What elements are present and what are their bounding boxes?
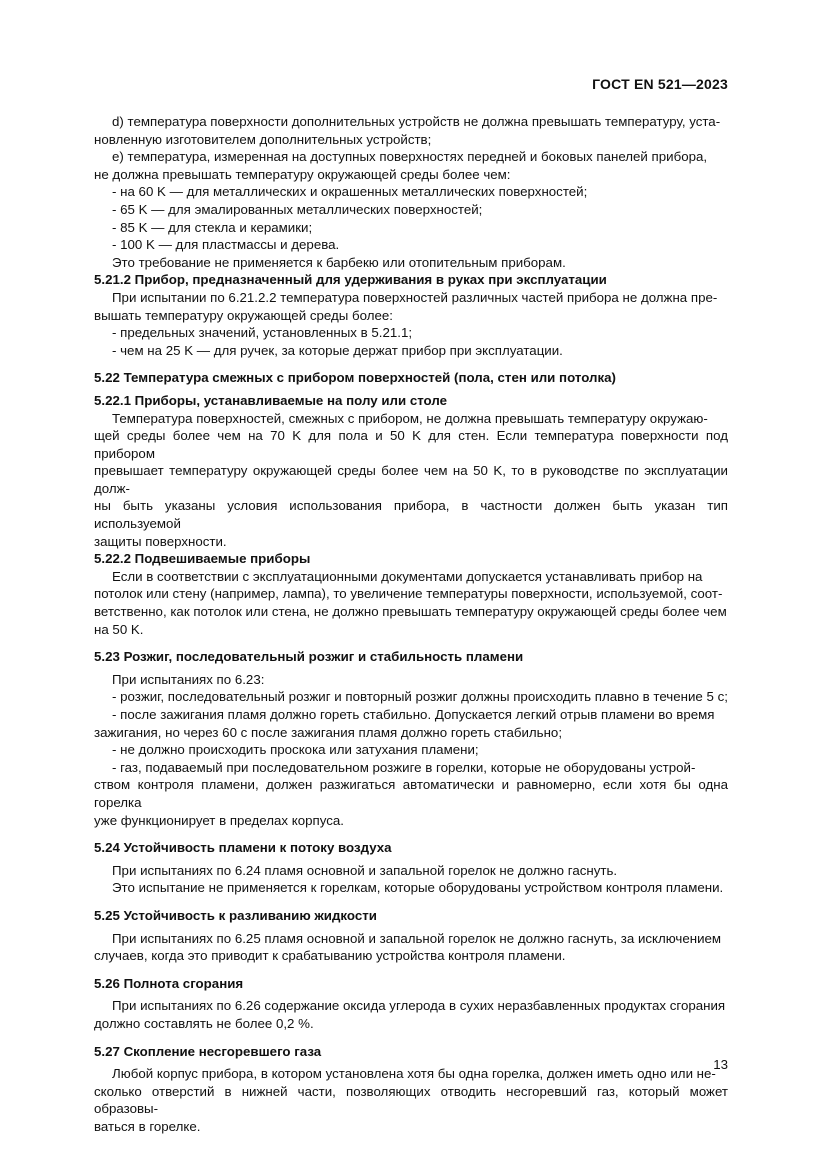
paragraph-line: При испытаниях по 6.26 содержание оксида углерода в сухих неразбавленных продуктах сгорания (112, 998, 726, 1014)
paragraph-line: уже функционирует в пределах корпуса. (94, 812, 344, 828)
paragraph-line: d) температура поверхности дополнительных устройств не должна превышать температуру, уста- (112, 114, 721, 129)
paragraph-line: зажигания, но через 60 с после зажигания пламя должно гореть стабильно; (94, 724, 563, 740)
paragraph-line: - чем на 25 K — для ручек, за которые держат прибор при эксплуатации. (112, 342, 563, 358)
paragraph-line: - предельных значений, установленных в 5.21.1; (112, 325, 413, 341)
paragraph-line: сколько отверстий в нижней части, позволяющих отводить несгоревший газ, который может образовы- (94, 1083, 728, 1117)
subsection-heading: 5.22.2 Подвешиваемые приборы (94, 551, 311, 567)
page-number: 13 (713, 1057, 728, 1072)
paragraph-line: - 100 K — для пластмассы и дерева. (112, 237, 340, 253)
paragraph-line: защиты поверхности. (94, 533, 227, 549)
paragraph-line: - не должно происходить проскока или затухания пламени; (112, 742, 479, 758)
subsection-heading: 5.22.1 Приборы, устанавливаемые на полу или столе (94, 392, 448, 408)
section-heading: 5.24 Устойчивость пламени к потоку воздуха (94, 840, 392, 856)
paragraph-line: - розжиг, последовательный розжиг и повторный розжиг должны происходить плавно в течение 5 с; (112, 689, 728, 705)
paragraph-line: - 65 K — для эмалированных металлических поверхностей; (112, 201, 483, 217)
paragraph-line: ством контроля пламени, должен разжигаться автоматически и равномерно, если хотя бы одна горелка (94, 777, 728, 810)
document-id: ГОСТ EN 521—2023 (592, 76, 728, 92)
section-heading: 5.22 Температура смежных с прибором поверхностей (пола, стен или потолка) (94, 370, 616, 386)
paragraph-line: При испытании по 6.21.2.2 температура поверхностей различных частей прибора не должна пре- (112, 289, 718, 305)
paragraph-line: не должна превышать температуру окружающей среды более чем: (94, 166, 511, 182)
paragraph-line: - газ, подаваемый при последовательном розжиге в горелки, которые не оборудованы устрой- (112, 759, 696, 775)
paragraph-line: превышает температуру окружающей среды более чем на 50 K, то в руководстве по эксплуатации долж- (94, 463, 728, 496)
paragraph-line: При испытаниях по 6.23: (112, 671, 265, 687)
paragraph-line: должно составлять не более 0,2 %. (94, 1015, 314, 1031)
paragraph-line: - 85 K — для стекла и керамики; (112, 219, 313, 235)
paragraph-line: ветственно, как потолок или стена, не должно превышать температуру окружающей среды более чем (94, 604, 727, 620)
section-heading: 5.23 Розжиг, последовательный розжиг и стабильность пламени (94, 649, 524, 665)
paragraph-line: Это испытание не применяется к горелкам, которые оборудованы устройством контроля пламени. (112, 880, 724, 896)
paragraph-line: случаев, когда это приводит к срабатыванию устройства контроля пламени. (94, 948, 566, 964)
paragraph-line: на 50 K. (94, 621, 144, 637)
paragraph-line: При испытаниях по 6.25 пламя основной и запальной горелок не должно гаснуть, за исключением (112, 930, 722, 946)
paragraph-line: - на 60 K — для металлических и окрашенных металлических поверхностей; (112, 184, 588, 200)
paragraph-line: вышать температуру окружающей среды более: (94, 307, 393, 323)
paragraph-line: При испытаниях по 6.24 пламя основной и запальной горелок не должно гаснуть. (112, 862, 618, 878)
section-heading: 5.27 Скопление несгоревшего газа (94, 1043, 322, 1059)
paragraph-line: ваться в горелке. (94, 1118, 201, 1134)
paragraph-line: Это требование не применяется к барбекю или отопительным приборам. (112, 254, 566, 270)
paragraph-line: е) температура, измеренная на доступных поверхностях передней и боковых панелей прибора, (112, 149, 708, 165)
paragraph-line: Температура поверхностей, смежных с прибором, не должна превышать температуру окружаю- (112, 410, 708, 426)
paragraph-line: Любой корпус прибора, в котором установлена хотя бы одна горелка, должен иметь одно или не- (112, 1066, 716, 1082)
subsection-heading: 5.21.2 Прибор, предназначенный для удерживания в руках при эксплуатации (94, 272, 607, 288)
section-heading: 5.25 Устойчивость к разливанию жидкости (94, 907, 377, 923)
document-body (94, 113, 728, 1135)
paragraph-line: новленную изготовителем дополнительных устройств; (94, 131, 432, 147)
section-heading: 5.26 Полнота сгорания (94, 975, 244, 991)
paragraph-line: ны быть указаны условия использования прибора, в частности должен быть указан тип используемой (94, 498, 728, 532)
paragraph-line: - после зажигания пламя должно гореть стабильно. Допускается легкий отрыв пламени во время (112, 707, 715, 722)
paragraph-line: щей среды более чем на 70 K для пола и 50 K для стен. Если температура поверхности под прибором (94, 428, 728, 461)
paragraph-line: Если в соответствии с эксплуатационными документами допускается устанавливать прибор на (112, 568, 703, 584)
paragraph-line: потолок или стену (например, лампа), то увеличение температуры поверхности, используемой, соот- (94, 586, 723, 602)
